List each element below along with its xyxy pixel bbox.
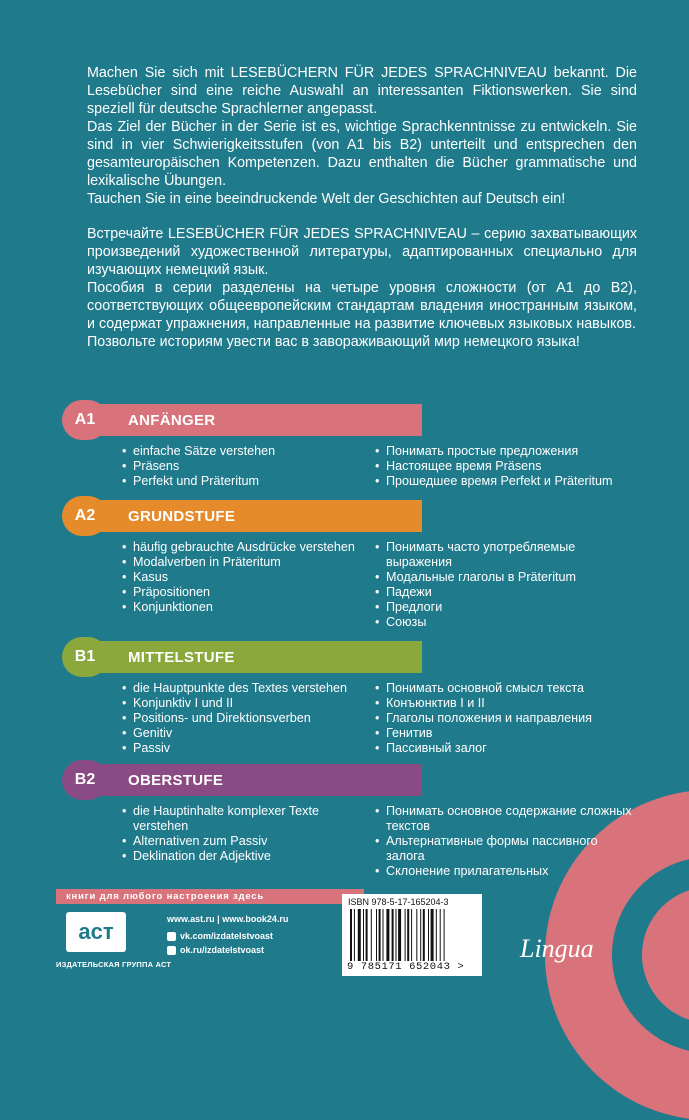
publisher-name: ИЗДАТЕЛЬСКАЯ ГРУППА АСТ — [56, 960, 172, 969]
list-item: • Понимать простые предложения — [375, 444, 635, 459]
list-item: • Падежи — [375, 585, 635, 600]
publisher-links — [167, 912, 288, 957]
level-header — [62, 764, 632, 796]
list-item: • Perfekt und Präteritum — [122, 474, 372, 489]
lingua-logo: Lingua — [520, 934, 594, 963]
list-item: • Пассивный залог — [375, 741, 635, 756]
list-item: • Прошедшее время Perfekt и Präteritum — [375, 474, 635, 489]
list-item: • einfache Sätze verstehen — [122, 444, 372, 459]
level-skills-de — [122, 681, 372, 756]
level-skills-ru — [375, 444, 635, 489]
level-header — [62, 404, 632, 436]
intro-de-paragraph: Tauchen Sie in eine beeindruckende Welt der Geschichten auf Deutsch ein! — [87, 191, 566, 207]
level-b1 — [62, 641, 632, 755]
list-item: • Alternativen zum Passiv — [122, 834, 372, 849]
list-item: • Модальные глаголы в Präteritum — [375, 570, 635, 585]
list-item: • die Hauptinhalte komplexer Texte verstehen — [122, 804, 372, 834]
vk-icon — [167, 932, 176, 941]
ast-logo: аст — [66, 912, 126, 952]
list-item: • Konjunktionen — [122, 600, 372, 615]
list-item: • Deklination der Adjektive — [122, 849, 372, 864]
list-item: • häufig gebrauchte Ausdrücke verstehen — [122, 540, 372, 555]
list-item: • Склонение прилагательных — [375, 864, 635, 879]
list-item: • Passiv — [122, 741, 372, 756]
level-title: GRUNDSTUFE — [92, 500, 422, 532]
intro-ru-paragraph: Позвольте историям увести вас в завораживающий мир немецкого языка! — [87, 334, 580, 350]
level-skills-ru — [375, 804, 635, 879]
intro-ru-paragraph: Пособия в серии разделены на четыре уровня сложности (от A1 до B2), соответствующих общеевропейским стандартам владения иностранным языком, и содержат упражнения, направленные на развитие ключевых языковых навыков. — [87, 280, 637, 332]
list-item: • Альтернативные формы пассивного залога — [375, 834, 635, 864]
level-badge: B1 — [62, 637, 108, 677]
list-item: • Modalverben in Präteritum — [122, 555, 372, 570]
list-item: • Konjunktiv I und II — [122, 696, 372, 711]
list-item: • Kasus — [122, 570, 372, 585]
level-skills-de — [122, 540, 372, 615]
level-header — [62, 500, 632, 532]
level-b2 — [62, 764, 632, 878]
list-item: • Präsens — [122, 459, 372, 474]
level-skills-ru — [375, 540, 635, 630]
ok-icon — [167, 946, 176, 955]
level-title: OBERSTUFE — [92, 764, 422, 796]
list-item: • Понимать основное содержание сложных текстов — [375, 804, 635, 834]
level-badge: A1 — [62, 400, 108, 440]
level-badge: B2 — [62, 760, 108, 800]
intro-de-paragraph: Das Ziel der Bücher in der Serie ist es, wichtige Sprachkenntnisse zu entwickeln. Sie sind in vier Schwierigkeitsstufen (von A1 bis B2) unterteilt und entsprechen den gesamteuropäischen Kompetenzen. Dazu enthalten die Bücher grammatische und lexikalische Übungen. — [87, 119, 637, 189]
isbn-number: ISBN 978-5-17-165204-3 — [348, 897, 449, 907]
level-a2 — [62, 500, 632, 629]
list-item: • Понимать основной смысл текста — [375, 681, 635, 696]
list-item: • Genitiv — [122, 726, 372, 741]
list-item: • Конъюнктив I и II — [375, 696, 635, 711]
list-item: • Глаголы положения и направления — [375, 711, 635, 726]
level-skills-de — [122, 444, 372, 489]
list-item: • Positions- und Direktionsverben — [122, 711, 372, 726]
intro-de-paragraph: Machen Sie sich mit LESEBÜCHERN FÜR JEDES SPRACHNIVEAU bekannt. Die Lesebücher sind eine reiche Auswahl an interessanten Fiktionswerken. Sie sind speziell für deutsche Sprachlerner angepasst. — [87, 65, 637, 117]
list-item: • Генитив — [375, 726, 635, 741]
intro-ru-paragraph: Встречайте LESEBÜCHER FÜR JEDES SPRACHNIVEAU – серию захватывающих произведений художественной литературы, адаптированных специально для изучающих немецкий язык. — [87, 226, 637, 278]
level-a1 — [62, 404, 632, 488]
level-header — [62, 641, 632, 673]
barcode-icon — [350, 909, 474, 961]
list-item: • Настоящее время Präsens — [375, 459, 635, 474]
barcode-digits: 9 785171 652043 > — [347, 961, 465, 973]
list-item: • Союзы — [375, 615, 635, 630]
intro-russian — [87, 225, 637, 351]
level-skills-de — [122, 804, 372, 864]
isbn-barcode-block — [342, 894, 482, 976]
level-badge: A2 — [62, 496, 108, 536]
website-link[interactable]: www.ast.ru | www.book24.ru — [167, 914, 289, 924]
list-item: • Понимать часто употребляемые выражения — [375, 540, 635, 570]
level-skills-ru — [375, 681, 635, 756]
ok-link[interactable]: ok.ru/izdatelstvoast — [180, 945, 265, 955]
list-item: • die Hauptpunkte des Textes verstehen — [122, 681, 372, 696]
intro-german — [87, 64, 637, 208]
vk-link[interactable]: vk.com/izdatelstvoast — [180, 931, 274, 941]
list-item: • Präpositionen — [122, 585, 372, 600]
slogan-strip: книги для любого настроения здесь — [56, 889, 364, 904]
level-title: ANFÄNGER — [92, 404, 422, 436]
level-title: MITTELSTUFE — [92, 641, 422, 673]
list-item: • Предлоги — [375, 600, 635, 615]
